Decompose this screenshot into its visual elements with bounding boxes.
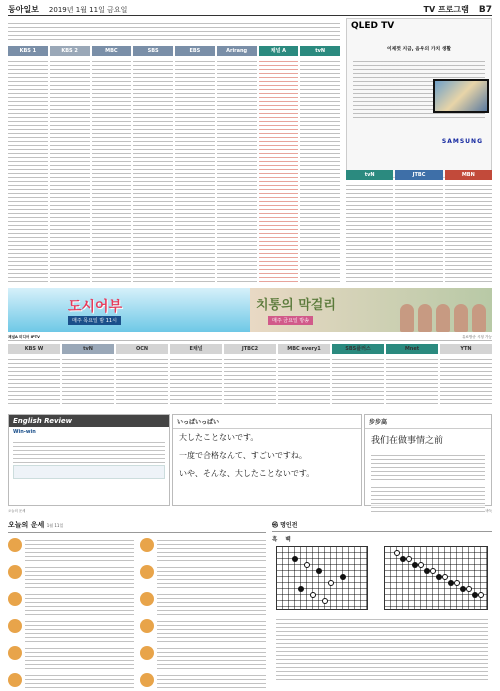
page-number: B7: [478, 4, 492, 15]
channel-column: [259, 46, 299, 282]
channel-column: [116, 344, 168, 406]
horoscope-list: [8, 537, 266, 691]
horoscope-text: [157, 645, 266, 670]
ad-slogan: 이제껏 지금, 음우의 가치 생활: [386, 47, 452, 52]
horoscope-text: [157, 564, 266, 589]
channel-header: tvN: [346, 170, 393, 180]
cable-grid: [346, 170, 492, 284]
go-board-1: [276, 546, 368, 610]
zodiac-icon: [8, 592, 22, 606]
channel-header: KBS 2: [50, 46, 90, 56]
channel-column: [175, 46, 215, 282]
channel-column: [62, 344, 114, 406]
zodiac-icon: [140, 646, 154, 660]
channel-column: [386, 344, 438, 406]
channel-column: [133, 46, 173, 282]
english-review-text: [13, 439, 165, 463]
banner-right[interactable]: [250, 288, 492, 332]
white-stone: [394, 550, 400, 556]
channel-strip: [8, 334, 492, 341]
baduk-players: [272, 535, 492, 543]
channel-header: SBS: [133, 46, 173, 56]
cast-figure: [454, 304, 468, 332]
horoscope-item: [140, 564, 266, 589]
horoscope-section: [8, 520, 266, 686]
horoscope-title: 오늘의 운세: [8, 521, 45, 529]
channel-header: Mnet: [386, 344, 438, 354]
channel-header: OCN: [116, 344, 168, 354]
tv-grid: [8, 46, 340, 282]
channel-header: SBS플러스: [332, 344, 384, 354]
japanese-title: いっぱいっぱい: [173, 415, 361, 429]
japanese-line-2: 一度で合格なんて、すごいですね。: [179, 451, 307, 460]
horoscope-item: [140, 645, 266, 670]
channel-header: tvN: [300, 46, 340, 56]
channel-header: YTN: [440, 344, 492, 354]
channel-header: KBS W: [8, 344, 60, 354]
horoscope-item: [140, 672, 266, 691]
horoscope-text: [157, 537, 266, 562]
horoscope-text: [25, 591, 134, 616]
horoscope-item: [8, 564, 134, 589]
japanese-line-3: いや、そんな、大したことないです。: [179, 469, 315, 478]
horoscope-text: [157, 591, 266, 616]
horoscope-item: [8, 645, 134, 670]
english-review-note: [13, 465, 165, 479]
channel-column: [395, 170, 442, 284]
channel-header: KBS 1: [8, 46, 48, 56]
channel-column: [224, 344, 276, 406]
english-review-subtitle: Win-win: [13, 429, 36, 435]
horoscope-item: [8, 591, 134, 616]
channel-column: [8, 46, 48, 282]
cast-figure: [400, 304, 414, 332]
horoscope-text: [25, 537, 134, 562]
page-header: [8, 4, 492, 16]
channel-column: [8, 344, 60, 406]
baduk-section: [272, 520, 492, 686]
tv-image: [433, 79, 489, 113]
channel-column: [332, 344, 384, 406]
white-stone: [442, 574, 448, 580]
white-stone: [406, 556, 412, 562]
black-stone: [292, 556, 298, 562]
channel-header: JTBC2: [224, 344, 276, 354]
zodiac-icon: [140, 538, 154, 552]
horoscope-date: 1월 11일: [46, 523, 64, 528]
zodiac-icon: [8, 538, 22, 552]
black-stone: [340, 574, 346, 580]
section-title: TV 프로그램: [423, 5, 469, 14]
program-banner[interactable]: [8, 288, 492, 332]
english-review-box: [8, 414, 170, 506]
zodiac-icon: [140, 592, 154, 606]
white-stone: [466, 586, 472, 592]
issue-date: 2019년 1월 11일 금요일: [48, 5, 128, 14]
horoscope-item: [8, 672, 134, 691]
cast-figure: [418, 304, 432, 332]
footer-left: 오늘의 운세: [8, 509, 26, 513]
banner-left[interactable]: [8, 288, 250, 332]
banner-left-title: 도시어부: [68, 299, 123, 315]
channel-column: [92, 46, 132, 282]
horoscope-item: [8, 537, 134, 562]
horoscope-item: [8, 618, 134, 643]
zodiac-icon: [8, 673, 22, 687]
channel-column: [300, 46, 340, 282]
channel-header: E채널: [170, 344, 222, 354]
channel-header: Arirang: [217, 46, 257, 56]
horoscope-item: [140, 618, 266, 643]
chinese-text: 我们在做事情之前: [371, 436, 444, 446]
zodiac-icon: [140, 619, 154, 633]
channel-header: MBN: [445, 170, 492, 180]
banner-left-sub: 매주 목요일 밤 11시: [68, 316, 121, 325]
info-bar: [8, 20, 340, 42]
strip-right: 유료방송 시청 가능: [461, 334, 492, 339]
channel-column: [170, 344, 222, 406]
chinese-title: 步步高: [365, 415, 491, 429]
baduk-commentary: [276, 616, 488, 682]
banner-right-title: 치통의 막걸리: [256, 298, 336, 313]
channel-header: MBC: [92, 46, 132, 56]
channel-header: tvN: [62, 344, 114, 354]
satellite-grid: [8, 344, 492, 406]
zodiac-icon: [8, 565, 22, 579]
horoscope-text: [157, 618, 266, 643]
black-stone: [316, 568, 322, 574]
horoscope-text: [25, 618, 134, 643]
white-stone: [304, 562, 310, 568]
strip-left: 채널A 미디어 IPTV: [8, 334, 40, 339]
ad-title: QLED TV: [351, 21, 395, 31]
japanese-line-1: 大したことないです。: [179, 433, 259, 442]
horoscope-item: [140, 591, 266, 616]
horoscope-text: [25, 564, 134, 589]
black-stone: [298, 586, 304, 592]
cast-figure: [472, 304, 486, 332]
zodiac-icon: [8, 646, 22, 660]
channel-column: [278, 344, 330, 406]
channel-header: MBC every1: [278, 344, 330, 354]
horoscope-text: [25, 645, 134, 670]
horoscope-text: [25, 672, 134, 691]
channel-column: [217, 46, 257, 282]
white-stone: [322, 598, 328, 604]
white-stone: [478, 592, 484, 598]
horoscope-item: [140, 537, 266, 562]
samsung-qled-ad[interactable]: [346, 18, 492, 178]
white-stone: [418, 562, 424, 568]
zodiac-icon: [140, 673, 154, 687]
cast-figure: [436, 304, 450, 332]
banner-right-sub: 매주 금요일 방송: [268, 316, 313, 325]
horoscope-header: [8, 520, 266, 533]
channel-column: [445, 170, 492, 284]
section-divider: [8, 508, 492, 514]
chinese-body: [371, 452, 485, 482]
go-board-2: [384, 546, 488, 610]
channel-column: [440, 344, 492, 406]
footer-right: 바둑: [485, 509, 492, 513]
channel-header: EBS: [175, 46, 215, 56]
black-player: 흑: [272, 537, 278, 543]
white-stone: [430, 568, 436, 574]
white-stone: [310, 592, 316, 598]
channel-column: [346, 170, 393, 284]
white-stone: [328, 580, 334, 586]
channel-header: 채널 A: [259, 46, 299, 56]
zodiac-icon: [140, 565, 154, 579]
white-stone: [454, 580, 460, 586]
english-review-title: English Review: [9, 415, 169, 427]
channel-column: [50, 46, 90, 282]
newspaper-logo: 동아일보: [8, 4, 39, 14]
channel-header: JTBC: [395, 170, 442, 180]
brand-logo: SAMSUNG: [441, 138, 483, 145]
zodiac-icon: [8, 619, 22, 633]
japanese-lesson-box: [172, 414, 362, 506]
white-player: 백: [285, 537, 291, 543]
baduk-title: ㉿ 명인전: [272, 520, 492, 532]
chinese-lesson-box: [364, 414, 492, 506]
horoscope-text: [157, 672, 266, 691]
